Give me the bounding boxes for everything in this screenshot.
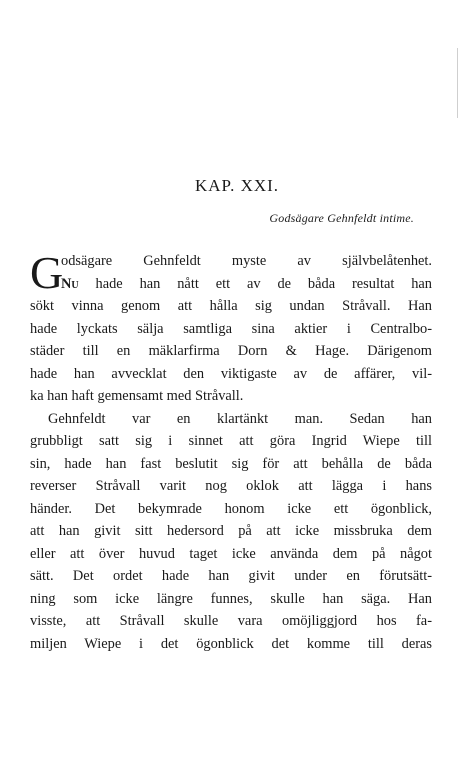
- drop-cap: G: [30, 247, 64, 298]
- text-line-1: [30, 250, 432, 273]
- text-line: ka han haft gemensamt med Stråvall.: [30, 388, 244, 404]
- text-line: grubbligt satt sig i sinnet att göra Ingrid Wiepe till: [30, 433, 432, 449]
- text-line-2: [30, 273, 432, 296]
- text-line: hade lyckats sälja samtliga sina aktier i Centralbo-: [30, 320, 432, 337]
- text-line: sökt vinna genom att hålla sig undan Stråvall. Han: [30, 298, 432, 314]
- text-line: Gehnfeldt var en klartänkt man. Sedan han: [48, 410, 432, 427]
- text-line-1-content: odsägare Gehnfeldt myste av självbelåtenhet.: [61, 253, 432, 269]
- text-line: eller att över huvud taget icke använda dem på något: [30, 545, 432, 562]
- text-line: ning som icke längre funnes, skulle han säga. Han: [30, 590, 432, 607]
- text-line: att han givit sitt hedersord på att icke missbruka dem: [30, 523, 432, 539]
- text-line: sätt. Det ordet hade han givit under en förutsätt-: [30, 568, 432, 584]
- body-text: [30, 247, 432, 655]
- text-line: händer. Det bekymrade honom icke ett ögonblick,: [30, 500, 432, 517]
- text-line: städer till en mäklarfirma Dorn & Hage. Därigenom: [30, 343, 432, 359]
- text-line-2-content: hade han nått ett av de båda resultat han: [78, 275, 432, 292]
- text-line: hade han avvecklat den viktigaste av de affärer, vil-: [30, 365, 432, 382]
- text-line-2-caps: Nu: [61, 275, 79, 292]
- text-line: miljen Wiepe i det ögonblick det komme till deras: [30, 635, 432, 652]
- text-line: reverser Stråvall varit nog oklok att lägga i hans: [30, 478, 432, 494]
- chapter-subtitle: Godsägare Gehnfeldt intime.: [269, 211, 414, 225]
- text-line: sin, hade han fast beslutit sig för att behålla de båda: [30, 455, 432, 472]
- page-edge-line: [457, 48, 458, 118]
- chapter-heading: KAP. XXI.: [194, 176, 280, 195]
- text-line: visste, att Stråvall skulle vara omöjliggjord hos fa-: [30, 613, 432, 629]
